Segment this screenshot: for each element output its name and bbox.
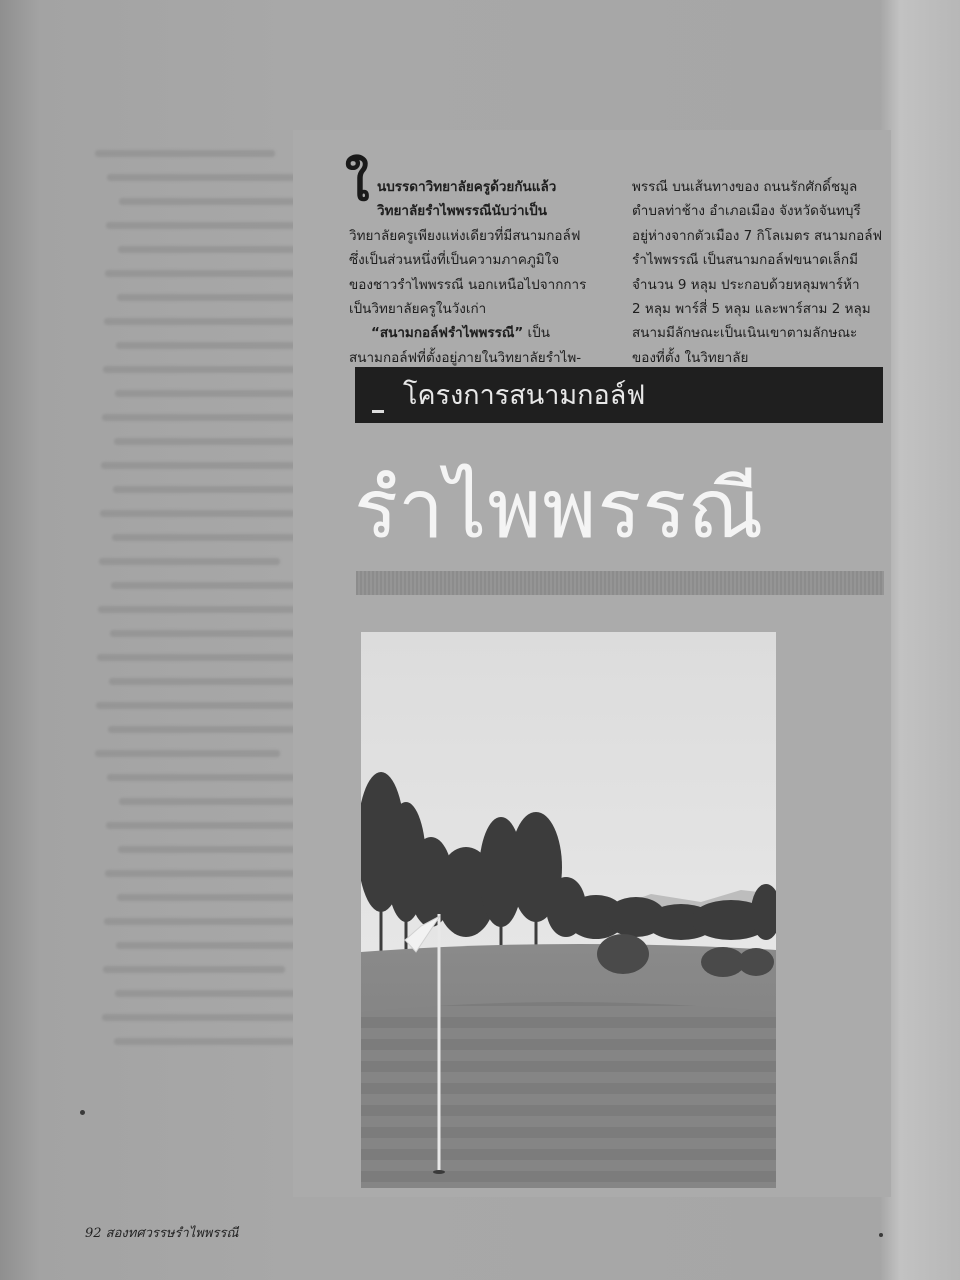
- bleed-through-line: [104, 318, 295, 325]
- banner-title: โครงการสนามกอล์ฟ: [403, 380, 646, 411]
- bleed-through-line: [95, 750, 280, 757]
- intro-quote: “สนามกอล์ฟรำไพพรรณี”: [371, 325, 524, 342]
- bleed-through-line: [96, 702, 295, 709]
- bleed-through-line: [104, 918, 300, 925]
- intro-after-quote: เป็น สนามกอล์ฟที่ตั้งอยู่ภายในวิทยาลัยรำไพ-: [349, 325, 582, 366]
- bleed-through-line: [113, 486, 315, 493]
- bleed-through-line: [109, 678, 315, 685]
- bleed-through-line: [95, 150, 275, 157]
- title-rule: [356, 571, 884, 595]
- bleed-through-line: [101, 462, 310, 469]
- bleed-through-line: [112, 534, 300, 541]
- page-folio: 92 สองทศวรรษรำไพพรรณี: [85, 1226, 239, 1241]
- bleed-through-line: [117, 294, 315, 301]
- drop-cap: ใ: [345, 153, 370, 212]
- bleed-through-line: [116, 342, 300, 349]
- page-title: รำไพพรรณี: [354, 462, 765, 557]
- golf-course-photo: [361, 632, 776, 1188]
- bleed-through-line: [99, 558, 280, 565]
- scan-mark: [879, 1233, 883, 1237]
- bleed-through-line: [105, 870, 315, 877]
- bleed-through-line: [117, 894, 320, 901]
- intro-column-right: พรรณี บนเส้นทางของ ถนนรักศักดิ์ชมูล ตำบลท่าช้าง อำเภอเมือง จังหวัดจันทบุรี อยู่ห่างจากตัวเมือง 7 กิโลเมตร สนามกอล์ฟ รำไพพรรณี เป็นสนามกอล์ฟขนาดเล็กมี จำนวน 9 หลุม ประกอบด้วยหลุมพาร์ห้า 2 หลุม พาร์สี่ 5 หลุม และพาร์สาม 2 หลุม สนามมีลักษณะเป็นเนินเขาตามลักษณะ ของที่ตั้ง ในวิทยาลัย: [632, 179, 883, 366]
- bleed-through-line: [108, 726, 300, 733]
- bleed-through-line: [98, 606, 325, 613]
- bleed-through-line: [100, 510, 295, 517]
- bleed-through-line: [97, 654, 310, 661]
- intro-body-left: วิทยาลัยครูเพียงแห่งเดียวที่มีสนามกอล์ฟ ซึ่งเป็นส่วนหนึ่งที่เป็นความภาคภูมิใจ ของชาวรำไพพรรณี นอกเหนือไปจากการ เป็นวิทยาลัยครูในวังเก่า: [349, 227, 587, 318]
- bleed-through-line: [103, 966, 285, 973]
- intro-column-left: [349, 175, 607, 370]
- bleed-through-line: [102, 414, 325, 421]
- bleed-through-line: [116, 942, 305, 949]
- banner-dash: [372, 410, 384, 413]
- intro-lead: นบรรดาวิทยาลัยครูด้วยกันแล้ว วิทยาลัยรำไพพรรณีนับว่าเป็น: [377, 179, 557, 220]
- scan-mark: [80, 1110, 85, 1115]
- bleed-through-line: [105, 270, 310, 277]
